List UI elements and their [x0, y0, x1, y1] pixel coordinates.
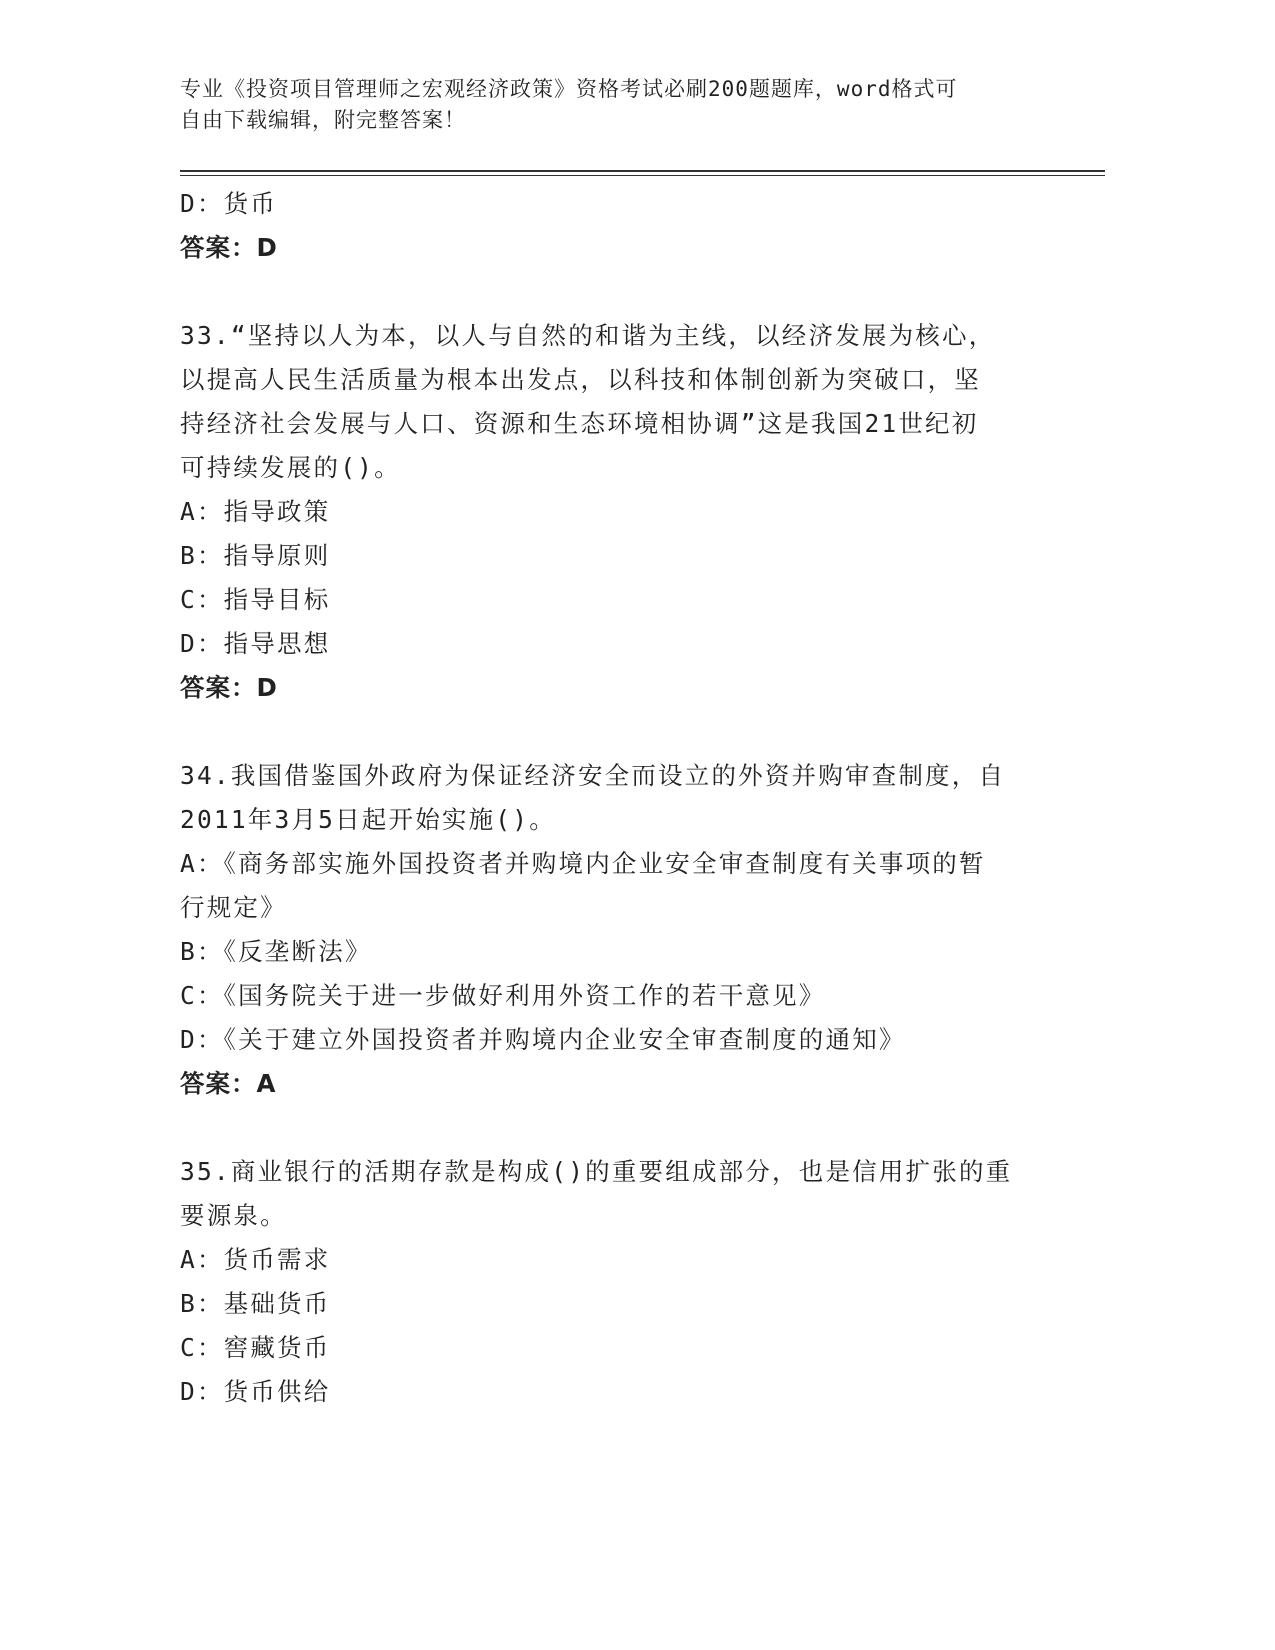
header-line-2: 自由下载编辑，附完整答案！	[180, 108, 466, 132]
spacer	[180, 270, 1040, 314]
question-35	[180, 1150, 1040, 1414]
question-stem-line: 2011年3月5日起开始实施()。	[180, 805, 556, 834]
option-a: A：《商务部实施外国投资者并购境内企业安全审查制度有关事项的暂	[180, 849, 986, 878]
option-c: C：窖藏货币	[180, 1333, 331, 1362]
option-d: D：货币供给	[180, 1377, 331, 1406]
answer-line: 答案：D	[180, 673, 278, 702]
option-c: C：指导目标	[180, 585, 331, 614]
option-b: B：基础货币	[180, 1289, 331, 1318]
answer-line: 答案：A	[180, 1069, 277, 1098]
spacer	[180, 1106, 1040, 1150]
option-d: D：《关于建立外国投资者并购境内企业安全审查制度的通知》	[180, 1025, 906, 1054]
header-line-1: 专业《投资项目管理师之宏观经济政策》资格考试必刷200题题库，word格式可	[180, 77, 958, 101]
option-b: B：《反垄断法》	[180, 937, 372, 966]
question-stem-line: 34.我国借鉴国外政府为保证经济安全而设立的外资并购审查制度，自	[180, 761, 1006, 790]
previous-question-tail	[180, 182, 1040, 270]
option-a-continued: 行规定》	[180, 893, 287, 922]
option-c: C：《国务院关于进一步做好利用外资工作的若干意见》	[180, 981, 826, 1010]
option-d: D：指导思想	[180, 629, 331, 658]
question-stem-line: 33.“坚持以人为本，以人与自然的和谐为主线，以经济发展为核心，	[180, 321, 996, 350]
question-33	[180, 314, 1040, 710]
header-rule-thin	[180, 175, 1105, 176]
spacer	[180, 710, 1040, 754]
question-stem-line: 以提高人民生活质量为根本出发点，以科技和体制创新为突破口，坚	[180, 365, 981, 394]
question-stem-line: 要源泉。	[180, 1201, 287, 1230]
question-34	[180, 754, 1040, 1106]
option-a: A：指导政策	[180, 497, 331, 526]
question-stem-line: 持经济社会发展与人口、资源和生态环境相协调”这是我国21世纪初	[180, 409, 979, 438]
option-a: A：货币需求	[180, 1245, 331, 1274]
document-body	[180, 182, 1040, 1414]
answer-line: 答案：D	[180, 233, 278, 262]
document-header	[180, 74, 1060, 136]
option-d: D：货币	[180, 189, 278, 218]
question-stem-line: 35.商业银行的活期存款是构成()的重要组成部分，也是信用扩张的重	[180, 1157, 1013, 1186]
option-b: B：指导原则	[180, 541, 331, 570]
header-rule-thick	[180, 170, 1105, 172]
question-stem-line: 可持续发展的()。	[180, 453, 401, 482]
